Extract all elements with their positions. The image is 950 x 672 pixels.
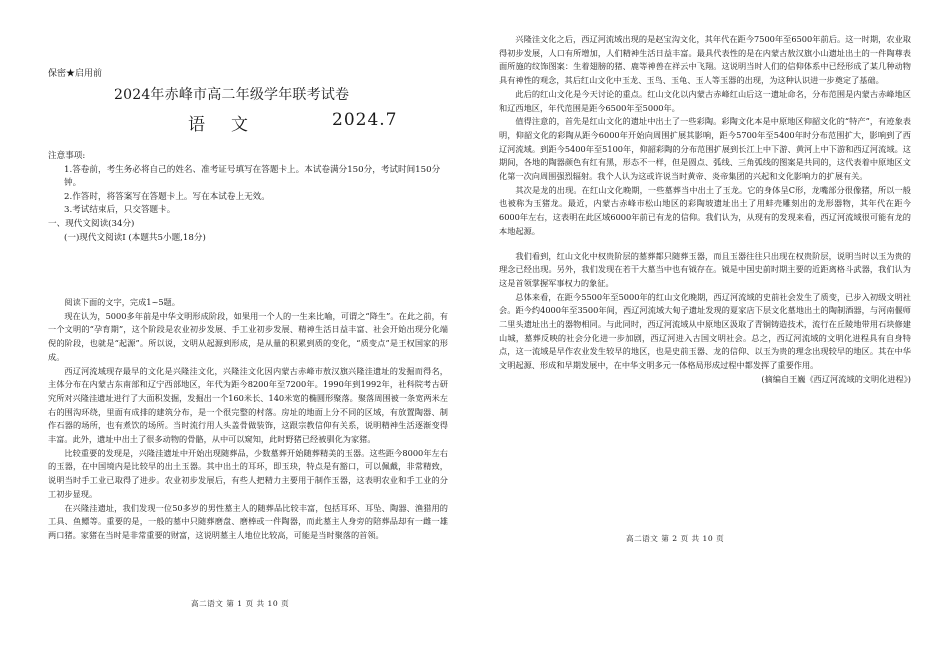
paragraph-gap bbox=[499, 239, 911, 250]
notice-block bbox=[48, 150, 448, 245]
passage-paragraph: 值得注意的，首先是红山文化的遗址中出土了一些彩陶。彩陶文化本是中原地区仰韶文化的“特产”，有迹象表明，仰韶文化的彩陶从距今6000年开始向周围扩展其影响，距今5700年至5400年时分布范围扩大，影响到了西辽河流域。到距今5400年至5100年，仰韶彩陶的分布范围扩展到长江上中下游、黄河上中下游和西辽河流域。这期间，各地的陶器颜色有红有黑，形态不一样，但是圆点、弧线、三角弧线的图案是共同的，这代表着中原地区文化第一次向周围强烈辐射。我个人认为这或许说当时黄帝、炎帝集团的兴起和文化影响力的扩展有关。 bbox=[499, 116, 911, 182]
notice-item: 1.答卷前，考生务必将自己的姓名、准考证号填写在答题卡上。本试卷满分150分，考试时间150分钟。 bbox=[64, 164, 441, 189]
passage-left bbox=[48, 296, 448, 543]
page-left-column bbox=[48, 0, 448, 672]
subsection-heading: (一)现代文阅读Ⅰ (本题共5小题,18分) bbox=[64, 232, 206, 243]
page-footer: 高二语文 第 1 页 共 10 页 bbox=[191, 599, 290, 608]
passage-paragraph: 我们看到，红山文化中权贵阶层的墓葬都只随葬玉器，而且玉器往往只出现在权贵阶层，说明当时以玉为贵的理念已经出现。另外，我们发现在若干大墓当中也有钺存在。钺是中国史前时期主要的近距离格斗武器，我们认为这是首领掌握军事权力的象征。 bbox=[499, 250, 911, 288]
passage-paragraph: 西辽河流域现存最早的文化是兴隆洼文化，兴隆洼文化因内蒙古赤峰市敖汉旗兴隆洼遗址的发掘而得名，主体分布在内蒙古东南部和辽宁西部地区，年代为距今8200年至7200年。1990年到1992年，社科院考古研究所对兴隆洼遗址进行了大面积发掘，发掘出一个160米长、140米宽的椭圆形聚落。聚落周围被一条宽两米左右的围沟环绕，里面有成排的建筑分布，是一个很完整的村落。房址的地面上分不同的区域，有放置陶器、制作石器的场所，也有煮饮的场所。当时流行用人头盖骨做装饰，这跟宗教信仰有关系，说明精神生活逐渐变得丰富。此外，遗址中出土了很多动物的骨骼，从中可以窥知，此时野猪已经被驯化为家猪。 bbox=[48, 365, 448, 445]
notice-heading: 注意事项: bbox=[48, 151, 86, 161]
notice-item: 3.考试结束后，只交答题卡。 bbox=[64, 205, 176, 216]
passage-paragraph: 比较重要的发现是，兴隆洼遗址中开始出现随葬品，少数墓葬开始随葬精美的玉器。这些距今8000年左右的玉器，在中国境内是比较早的出土玉器。其中出土的耳环，即玉玦，特点是有豁口，可以佩戴，非常精致，说明当时手工业已取得了进步。农业初步发展后，有些人把精力主要用于制作玉器，这表明农业和手工业的分工初步显现。 bbox=[48, 447, 448, 499]
reading-instruction: 阅读下面的文字，完成1~5题。 bbox=[64, 297, 180, 307]
page-footer: 高二语文 第 2 页 共 10 页 bbox=[626, 534, 725, 543]
exam-date: 2024.7 bbox=[332, 110, 398, 130]
passage-paragraph: 总体来看，在距今5500年至5000年的红山文化晚期，西辽河流域的史前社会发生了质变，已步入初级文明社会。距今约4000年至3500年间，西辽河流域大甸子遗址发现的夏家店下层文化墓地出土的陶制酒器，与河南偃师二里头遗址出土的器物相同。与此同时，西辽河流域从中原地区汲取了青铜铸造技术，流行在丘陵地带用石块修建山城，墓葬反映的社会分化进一步加剧，西辽河进入古国文明社会。总之，西辽河流域的文明化进程具有自身特点，这一流域是早作农业发生较早的地区，也是史前玉器、龙的信仰、以玉为贵的理念出现较早的地区。其在中华文明起源、形成和早期发展中，在中华文明多元一体格局形成过程中都发挥了重要作用。 bbox=[499, 291, 911, 371]
passage-paragraph: 现在认为，5000多年前是中华文明形成阶段，如果用一个人的一生来比喻，可谓之“降生”。在此之前，有一个文明的“孕育期”，这个阶段是农业初步发展、手工业初步发展、精神生活日益丰富、社会开始出现分化端倪的阶段，也就是“起源”。所以说，文明从起源到形成，是从量的积累到质的变化，“质变点”是王权国家的形成。 bbox=[48, 310, 448, 362]
exam-title: 2024年赤峰市高二年级学年联考试卷 bbox=[114, 87, 350, 103]
confidential-label: 保密★启用前 bbox=[48, 69, 103, 79]
passage-right bbox=[499, 33, 911, 387]
page-right-column bbox=[499, 0, 911, 672]
passage-source: (摘编自王巍《西辽河流域的文明化进程》) bbox=[761, 373, 911, 384]
notice-item: 2.作答时，将答案写在答题卡上。写在本试卷上无效。 bbox=[64, 191, 270, 202]
passage-paragraph: 此后的红山文化是今天讨论的重点。红山文化以内蒙古赤峰红山后这一遗址命名，分布范围是内蒙古赤峰地区和辽西地区，年代范围是距今6500年至5000年。 bbox=[499, 88, 911, 113]
subject-label: 语文 bbox=[188, 115, 274, 135]
passage-paragraph: 在兴隆洼遗址，我们发现一位50多岁的男性墓主人的随葬品比较丰富，包括耳环、耳坠、陶器、渔猎用的工具、鱼鳔等。重要的是，一般的墓中只随葬磨盘、磨棒或一件陶器，而此墓主人身旁的陪葬品却有一雌一雄两口猪。家猪在当时是非常重要的财富，这说明墓主人地位比较高，可能是当时聚落的首领。 bbox=[48, 502, 448, 540]
passage-paragraph: 兴隆洼文化之后，西辽河流域出现的是赵宝沟文化，其年代在距今7500年至6500年前后。这一时期，农业取得初步发展，人口有所增加，人们精神生活日益丰富。最具代表性的是在内蒙古敖汉旗小山遗址出土的一件陶尊表面所施的纹饰图案：生着翅膀的猪、鹿等神兽在祥云中飞翔。这说明当时人们的信仰体系中已经形成了某几种动物具有神性的观念，其后红山文化中玉龙、玉鸟、玉龟、玉人等玉器的出现，为这种认识进一步奠定了基础。 bbox=[499, 34, 911, 86]
passage-paragraph: 其次是龙的出现。在红山文化晚期，一些墓葬当中出土了玉龙。它的身体呈C形，龙嘴部分很像猪，所以一般也被称为玉猪龙。最近，内蒙古赤峰市松山地区的彩陶坡遗址出土了用蚌壳雕刻出的龙形器物，其年代在距今6000年左右，这表明在此区域6000年前已有龙的信仰。我们认为，从现有的发现来看，西辽河流域很可能有龙的本地起源。 bbox=[499, 184, 911, 236]
section-heading: 一、现代文阅读(34分) bbox=[48, 218, 135, 229]
